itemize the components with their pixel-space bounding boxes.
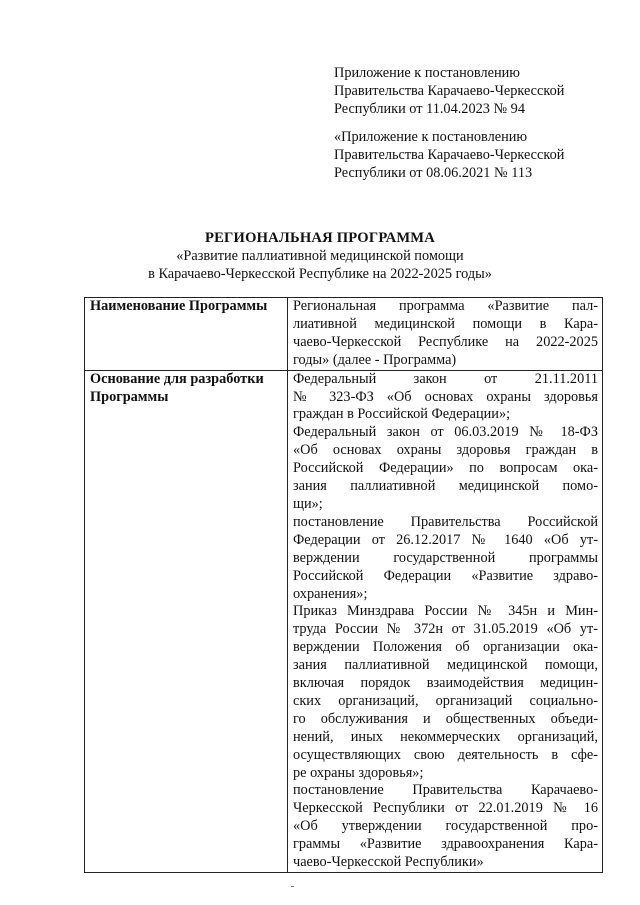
row-value-line: граждан в Российской Федерации»;: [293, 406, 511, 423]
row-value-line: Черкесской Республики от 22.01.2019 № 16: [293, 800, 598, 817]
row-value-line: постановление Правительства Карачаево-: [293, 782, 598, 799]
row-value-line: труда России № 372н от 31.05.2019 «Об ут-: [293, 621, 598, 638]
row-value-line: щи»;: [293, 495, 323, 512]
row-name-line: Программы: [90, 388, 169, 405]
appendix-line: «Приложение к постановлению: [334, 129, 528, 145]
row-value-line: зания паллиативной медицинской помо-: [293, 478, 598, 495]
row-value-line: Региональная программа «Развитие пал-: [293, 298, 598, 314]
row-value-line: лиативной медицинской помощи в Кара-: [293, 315, 598, 332]
row-value-line: «Об основах охраны здоровья граждан в: [293, 442, 598, 459]
row-value-line: нений, иных некоммерческих организаций,: [293, 728, 598, 745]
row-value-line: включая порядок взаимодействия медицин-: [293, 675, 598, 692]
row-value-line: Федеральный закон от 06.03.2019 № 18-ФЗ: [293, 424, 598, 441]
subtitle-line: «Развитие паллиативной медицинской помощи: [176, 248, 464, 264]
appendix-previous-note: [334, 128, 614, 183]
row-value-line: охранения»;: [293, 585, 368, 602]
row-value-line: чаево-Черкесской Республике на 2022-2025: [293, 333, 598, 350]
row-value-line: «Об утверждении государственной про-: [293, 818, 598, 835]
row-value-line: верждении государственной программы: [293, 549, 598, 566]
row-value-line: Российской Федерации «Развитие здраво-: [293, 567, 598, 584]
appendix-line: Правительства Карачаево-Черкесской: [334, 83, 565, 100]
row-value-line: годы» (далее - Программа): [293, 351, 457, 368]
row-value-line: Федерации от 26.12.2017 № 1640 «Об ут-: [293, 531, 598, 548]
row-name-line: Основание для разработки: [90, 370, 264, 387]
row-value-line: № 323-ФЗ «Об основах охраны здоровья: [293, 388, 598, 405]
row-value-line: граммы «Развитие здравоохранения Кара-: [293, 836, 598, 853]
program-subtitle: [0, 247, 640, 284]
appendix-line: Республики от 08.06.2021 № 113: [334, 165, 533, 182]
scan-speck: [291, 886, 294, 887]
row-value-line: зания паллиативной медицинской помощи,: [293, 657, 598, 674]
program-passport-table: [84, 297, 603, 873]
table-row: [85, 370, 603, 872]
row-value-line: Федеральный закон от 21.11.2011: [293, 370, 598, 387]
row-value-line: ре охраны здоровья»;: [293, 764, 424, 781]
row-value-line: го обслуживания и общественных объеди-: [293, 710, 598, 727]
subtitle-line: в Карачаево-Черкесской Республике на 2022-2025 годы»: [148, 266, 492, 283]
appendix-line: Республики от 11.04.2023 № 94: [334, 101, 525, 118]
row-value-line: постановление Правительства Российской: [293, 513, 598, 530]
row-value-line: верждении Положения об организации ока-: [293, 639, 598, 656]
row-name-cell: [85, 370, 288, 872]
appendix-line: Приложение к постановлению: [334, 65, 520, 81]
row-name-cell: [85, 298, 288, 371]
row-value-line: чаево-Черкесской Республики»: [293, 854, 484, 871]
row-value-line: Приказ Минздрава России № 345н и Мин-: [293, 603, 598, 620]
row-value-line: осуществляющих свою деятельность в сфе-: [293, 746, 598, 763]
row-value-cell: [288, 298, 603, 371]
table-row: [85, 298, 603, 371]
program-title: РЕГИОНАЛЬНАЯ ПРОГРАММА: [204, 230, 436, 246]
row-value-line: ских организаций, организаций социально-: [293, 692, 598, 709]
appendix-current-note: [334, 64, 614, 119]
row-name-line: Наименование Программы: [90, 298, 268, 314]
appendix-line: Правительства Карачаево-Черкесской: [334, 147, 565, 164]
row-value-line: Российской Федерации» по вопросам ока-: [293, 460, 598, 477]
row-value-cell: [288, 370, 603, 872]
